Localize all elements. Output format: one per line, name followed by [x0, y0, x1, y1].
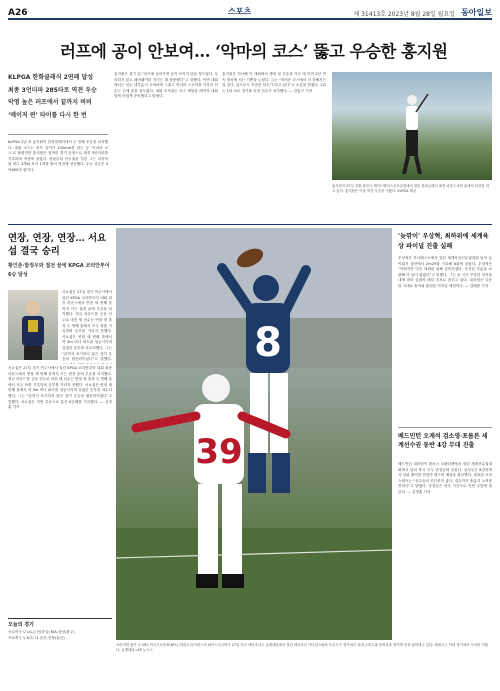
- page-number: A26: [8, 8, 28, 18]
- subhead-line: 악명 높은 러프에서 끝까지 버텨: [8, 99, 92, 106]
- divider: [8, 134, 108, 135]
- main-photo-caption: 쓰러지며 잡은 공 NFL 미국프로풋볼(NFL) 테네시 타이탄스의 와이드리시버가 27일 미국 애리조나주 글렌데일에서 열린 애리조나 카디널스와의 프리시즌 경기에서 상대 수비수와 몸싸움을 벌이며 공을 잡아내고 있다. 테네시는 이날 경기에서 승리를 거뒀다. 글렌데일=AP 뉴시스: [116, 643, 488, 652]
- subhead-line: KLPGA 한화클래식 2연패 달성: [8, 74, 94, 81]
- golf-story-col-1: KLPGA 2년 차 홍지원이 한화클래식에서 두 번째 우승을 차지했다. 대회 코스는 러프 길이가 100mm를 넘는 등 ‘악마의 코스’로 불렸지만 홍지원은 침착한 경기 운영으로 최종 3언더파를 기록하며 정상에 올랐다. 첫날부터 선두권을 지킨 그는 마지막 날 버디 3개와 보기 1개를 묶어 역전에 성공했다. 우승 상금은 3억600만 원이다.: [8, 140, 108, 172]
- today-games-item: 프로축구 ▽ K리그1 울산-전북(울산): [8, 635, 65, 640]
- subhead-line: 최종 3언더파 285타로 역전 우승: [8, 86, 97, 94]
- right-story2-text: 배드민턴 대표팀이 덴마크 코펜하겐에서 열린 세계선수권대회에서 남녀 복식 모두 준결승에 올랐다. 선수들은 8강전에서 상위 랭커를 연달아 꺾으며 메달을 확보했다. 대표팀 코칭스태프는 “선수들의 컨디션이 좋다. 결승까지 충분히 노려볼 만하다”고 밝혔다. 준결승은 한국 시간으로 이번 주말에 열린다. — 김정훈 기자: [398, 462, 492, 494]
- golf-subheads: [8, 72, 108, 122]
- golf-photo: [332, 72, 492, 180]
- golfer-figure: [394, 90, 430, 176]
- right-story-headline: ‘늦깎이’ 우상혁, 최하위에 세계육상 파이널 진출 실패: [398, 233, 489, 250]
- right-story2-headline: 배드민턴 오재석 검소영·포름튼 세계선수권 동반 4강 무대 진출: [398, 433, 488, 449]
- divider: [398, 427, 492, 428]
- right-story-text: 우상혁은 부다페스트에서 열린 세계육상선수권대회 남자 높이뛰기 결선에서 2m29를 기록해 6위에 올랐다. 우상혁은 “아쉽지만 다음 대회를 위해 준비하겠다. 부족한 부분을 보완해 더 높이 뛰겠다”고 말했다. 그는 올 시즌 꾸준한 성적을 내며 파리 올림픽 메달 후보로 꼽히고 있다. 대표팀은 다음 달 국내로 돌아와 훈련을 이어갈 예정이다. — 김배중 기자: [398, 256, 492, 288]
- golf-story-col-3: 홍지원은 지난해 이 대회에서 생애 첫 우승을 거둔 데 이어 2년 연속 정상에 서는 기쁨을 누렸다. 그는 “어려운 코스에서 더 강해지는 것 같다. 앞으로도 꾸준한 선수가 되고 싶다”고 소감을 밝혔다. 2위는 1타 차로 경기를 마친 선수가 차지했다. — 강홍구 기자: [222, 72, 326, 93]
- today-games-title: 오늘의 경기: [8, 622, 34, 628]
- golf-photo-caption: 홍지원이 27일 강원 춘천시 제이드팰리스골프클럽에서 열린 한화클래식 최종 라운드 4번 홀에서 티샷을 하고 있다. 홍지원은 이날 역전 우승을 거뒀다. KLPGA 제공: [332, 184, 489, 193]
- section-divider: [8, 224, 492, 225]
- defender-jersey-number: 39: [195, 432, 243, 472]
- subhead-line: ‘메이저 퀸’ 타이틀 다시 한 번: [8, 111, 87, 119]
- today-games-box: [8, 618, 112, 641]
- football-scene: [116, 228, 392, 640]
- today-games-item: 프로야구 ▽ LG-두산(잠실) KIA-삼성(광주): [8, 630, 75, 634]
- player-figure: [8, 290, 58, 360]
- receiver-jersey-number: 8: [254, 320, 282, 366]
- masthead-right: [353, 7, 492, 18]
- left-story-headline: 연장, 연장, 연장… 서요섭 결국 승리: [8, 233, 107, 257]
- trophy-portrait-photo: [8, 290, 58, 360]
- section-label: 스포츠: [228, 7, 252, 16]
- left-story-text-narrow: 서요섭은 27일 경기 여주시에서 열린 KPGA 코리안투어 대회 최종 라운드에서 연장 세 번째 홀까지 가는 접전 끝에 우승을 차지했다. 정규 라운드를 공동 선두로 마친 세 선수는 연장 첫 홀과 두 번째 홀에서 모두 파를 기록하며 승부를 가리지 못했다. 서요섭은 연장 세 번째 홀에서 약 3m 버디 퍼트를 성공시키며 길었던 승부를 마무리했다. 그는 “끝까지 포기하지 않은 것이 우승의 원동력이었다”고 말했다.: [62, 290, 112, 362]
- left-story-text: 서요섭은 27일 경기 여주시에서 열린 KPGA 코리안투어 대회 최종 라운드에서 연장 세 번째 홀까지 가는 접전 끝에 우승을 차지했다. 정규 라운드를 공동 선두로 마친 세 선수는 연장 첫 홀과 두 번째 홀에서 모두 파를 기록하며 승부를 가리지 못했다. 서요섭은 연장 세 번째 홀에서 약 3m 버디 퍼트를 성공시키며 길었던 승부를 마무리했다. 그는 “끝까지 포기하지 않은 것이 우승의 원동력이었다”고 말했다. 서요섭은 이번 우승으로 통산 6승째를 기록했다. — 김정훈 기자: [8, 366, 112, 410]
- main-football-photo: [116, 228, 392, 640]
- masthead: [8, 6, 492, 20]
- issue-date: 제 31413호 2023년 8월 28일 월요일: [353, 11, 456, 18]
- newspaper-brand: 동아일보: [461, 7, 492, 17]
- left-story-subhead: 황인춘·함정우와 접전 끝에 KPGA 코리안투어 6승 달성: [8, 263, 110, 278]
- golf-story-col-2: 홍지원은 경기 뒤 “러프에 들어가면 공이 보이지 않을 정도였다. 무리하지 않고 페어웨이를 지키는 데 집중했다”고 말했다. 이번 대회에서는 선수 대부분이 오버파에 그쳤고 언더파 스코어를 기록한 선수는 손에 꼽을 정도였다. 대회 조직위는 코스 세팅을 메이저 대회답게 어렵게 준비했다고 밝혔다.: [114, 72, 218, 99]
- page-headline: 러프에 공이 안보여… ‘악마의 코스’ 뚫고 우승한 홍지원: [60, 42, 448, 61]
